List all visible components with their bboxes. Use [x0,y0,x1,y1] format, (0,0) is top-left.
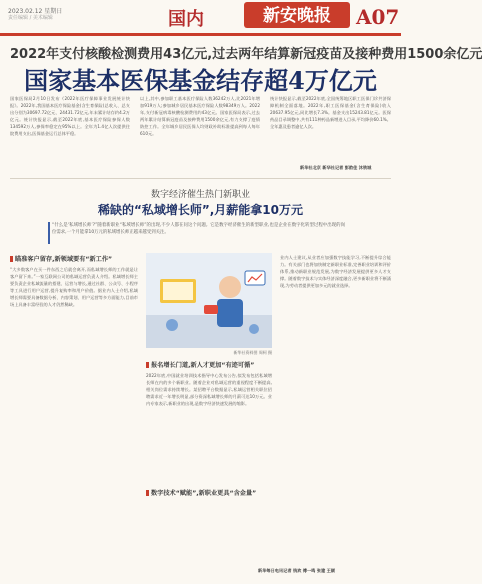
story2-subhead-3: 数字技术“赋能”,新职业更具“含金量” [146,488,256,497]
story2-subhead-1: 瞄准客户留存,新领域要有“新工作” [10,254,112,263]
story2-kicker: 数字经济催生热门新职业 [150,190,250,200]
lead-accent-bar [48,222,50,244]
story2-headline: 稀缺的“私域增长师”,月薪能拿10万元 [97,203,304,217]
story2-column-2: 2022年底,中国就业培训技术指导中心发布公告,拟发布包括私域增长师在内的多个新职业。随着企业对私域运营的重视程度不断提高,相关岗位需求持续增长。某招聘平台数据显示,私域运营相关职位招聘需求近一年增长明显,部分资深私域增长师的月薪可达10万元。业内专家表示,新职业的出现,是数字经济快速发展的缩影。 [146,373,272,406]
issue-date: 2023.02.12 星期日 [8,8,63,15]
story-divider [10,178,391,179]
newspaper-logo [244,0,350,30]
story1-kicker: 2022年支付核酸检测费用43亿元,过去两年结算新冠疫苗及接种费用1500余亿元 [10,47,482,62]
page-number: A07 [356,5,400,29]
masthead-bar [0,0,401,36]
story2-subhead-2: 报名增长门道,新人才更加“有迹可循” [146,360,254,369]
story1-column-2: 以上,其中,参加职工基本医疗保险人数36242万人,比2021年增加919万人;参加城乡居民基本医疗保险人数98349万人。2022年,支付新冠病毒核酸检测费用约43亿元。国家医保局表示,过去两年累计结算新冠疫苗及接种费用1500余亿元,有力支撑了疫情防控工作。全年城乡居民医保人均财政补助标准提高到每人每年610元。 [140,96,260,136]
section-title: 国内 [168,9,204,30]
header-rule [0,33,401,36]
story2-lead: “什么是‘私域增长师’?”随着新职业“私域增长师”的出现,不少人都在问这个问题。它是数字经济催生的新型职业,也是企业在数字化转型过程中出现的岗位需求,一个月能拿10万元的私域增长师正越来越受到关注。 [52,223,345,235]
story1-column-1: 国家医保局2月10日发布《2022年医疗保障事业发展统计快报》。2022年,我国基本医疗保险基金(含生育保险)总收入、总支出分别为30697.72亿元、24431.72亿元,年末累计结存约4.2万亿元。统计快报显示,截至2022年底,基本医疗保险参保人数134592万人,参保率稳定在95%以上。全年为1.4亿人次提供住院费用支出,医保基金运行总体平稳。 [10,96,130,136]
story2-column-3: 业内人士建议,从业者应加强数字技能学习,不断提升综合能力。有关部门也将加快制定新职业标准,完善职业培训和评价体系,推动新职业规范发展,为数字经济发展提供更多人才支撑。随着数字技术与实体经济深度融合,更多新职业将不断涌现,为劳动者提供更加多元的就业选择。 [280,255,391,288]
story2-byline: 新华每日电讯记者 钱欢 傅一鸣 张建 王颖 [258,568,336,573]
story1-headline: 国家基本医保基金结存超4万亿元 [24,66,377,95]
story1-column-3: 统计快报显示,截至2022年底,全国统筹地区职工医保门诊共济保障机制全面落地。2022年,职工医保基金(含生育保险)收入20637.95亿元,同比增长7.3%。基金支出15243.81亿元。医保药品目录调整中,共有111种药品新增进入目录,平均降价60.1%。全年惠及患者逾亿人次。 [270,96,391,129]
editor-credit: 责任编辑 / 美术编辑 [8,15,53,21]
photo-caption: 新华社资料图 周柯 摄 [233,350,272,355]
illustration-image [146,253,272,348]
story2-column-1: “大多数客户在买一件东西之后就会离开,而私域增长师的工作就是让客户留下来。”一家互联网公司的私域运营负责人介绍。私域增长师主要负责企业私域流量的搭建、运营与增长,通过社群、公众号、小程序等工具进行用户运营,提升复购率和用户价值。据业内人士介绍,私域增长师需要具备数据分析、内容策划、用户运营等多方面能力,目前市场上具备丰富经验的人才仍然稀缺。 [10,267,138,307]
logo-text: 新安晚报 [263,6,331,26]
story1-byline: 新华社北京 新华社记者 彭韵佳 沐铁城 [300,165,372,170]
